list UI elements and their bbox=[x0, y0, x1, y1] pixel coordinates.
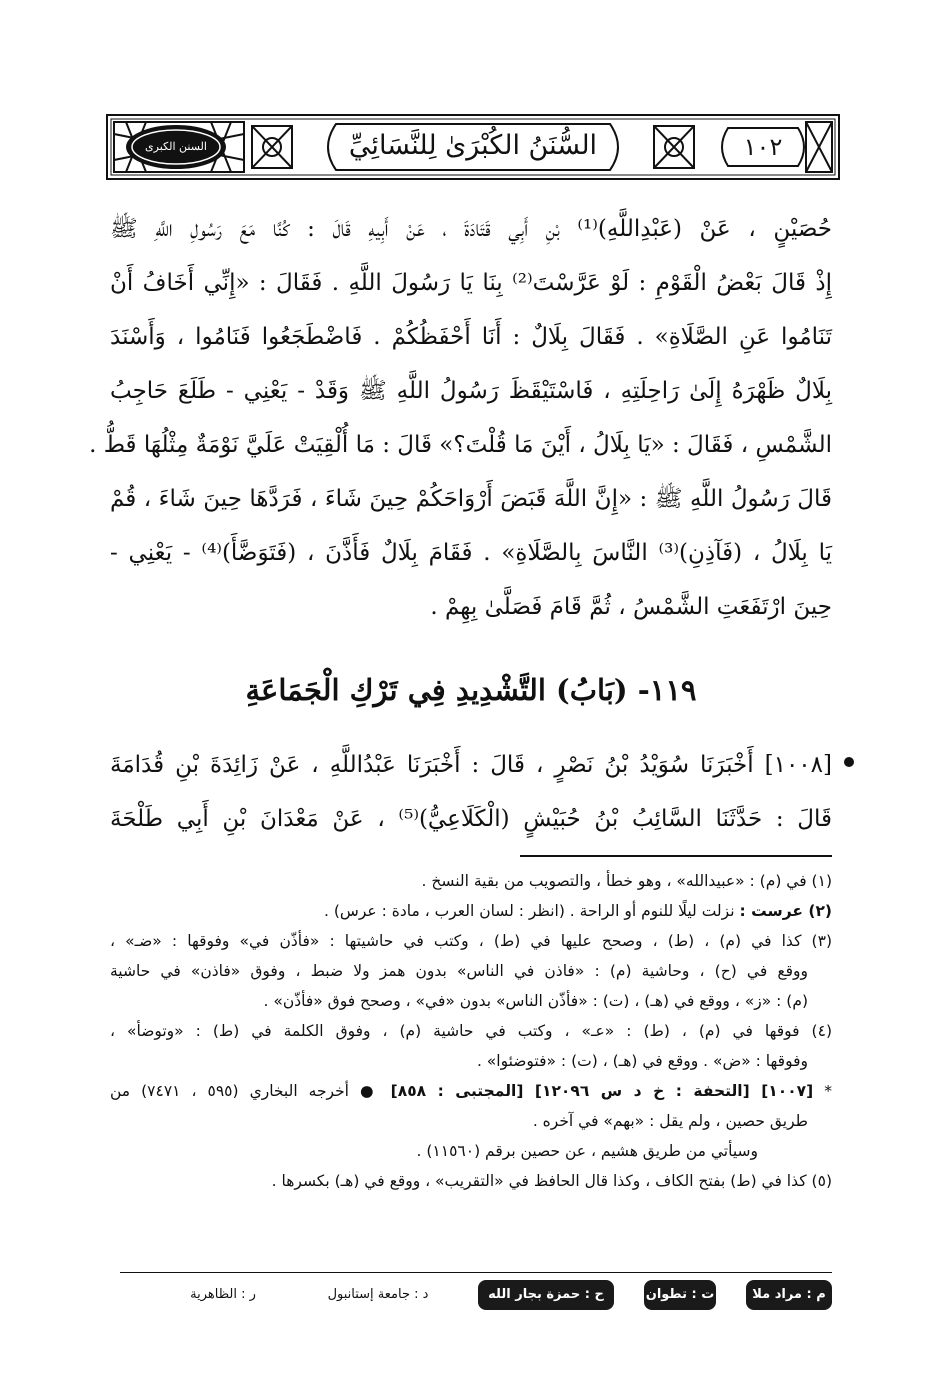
chapter-heading: ١١٩- (بَابُ) التَّشْدِيدِ فِي تَرْكِ الْجَمَاعَةِ bbox=[245, 673, 697, 707]
text-line: تَنَامُوا عَنِ الصَّلَاةِ» . فَقَالَ بِلَالٌ : أَنَا أَحْفَظُكُمْ . فَاضْطَجَعُوا فَنَامُوا ، وَأَسْنَدَ bbox=[110, 324, 832, 350]
footnote-3-line: (م) : «ز» ، ووقع في (هـ) ، (ت) : «فأذّن الناس» بدون «في» ، وصحح فوق «فأذّن» . bbox=[263, 992, 808, 1010]
seal-label: السنن الكبرى bbox=[145, 140, 207, 153]
manuscript-r: ر : الظاهرية bbox=[190, 1287, 256, 1302]
takhrij-line: وسيأتي من طريق هشيم ، عن حصين برقم (١١٥٦٠) . bbox=[416, 1142, 758, 1160]
footnote-3-line: (٣) كذا في (م) ، (ط) ، وصحح عليها في (ط) ، وكتب في حاشيتها : «فأذّن في» وفوقها : «ضـ» ، bbox=[110, 932, 832, 950]
page-header bbox=[106, 114, 840, 180]
takhrij-bullet-icon: ● bbox=[360, 1082, 380, 1100]
page-number: ١٠٢ bbox=[743, 133, 783, 161]
footnote-5: (٥) كذا في (ط) بفتح الكاف ، وكذا قال الحافظ في «التقريب» ، ووقع في (هـ) بكسرها . bbox=[271, 1172, 832, 1190]
bullet-icon bbox=[844, 757, 854, 767]
takhrij-text: أخرجه البخاري (٥٩٥ ، ٧٤٧١) من bbox=[110, 1082, 349, 1100]
asterisk-icon: * bbox=[824, 1082, 832, 1100]
manuscript-d: د : جامعة إستانبول bbox=[327, 1287, 429, 1302]
footnote-2 bbox=[110, 896, 832, 926]
main-text bbox=[89, 202, 832, 634]
footnote-4-line: (٤) فوقها في (م) ، (ط) : «عـ» ، وكتب في حاشية (م) ، وفوق الكلمة في (ط) : «وتوضأ» ، bbox=[110, 1022, 832, 1040]
text-line: حُصَيْنٍ ، عَنْ (عَبْدِاللَّهِ)⁽¹⁾ بْنِ أَبِي قَتَادَةَ ، عَنْ أَبِيهِ قَالَ : كُنَّا مَعَ رَسُولِ اللَّهِ ﷺ bbox=[110, 216, 832, 242]
text-line: الشَّمْسِ ، فَقَالَ : «يَا بِلَالُ ، أَيْنَ مَا قُلْتَ؟» قَالَ : مَا أُلْقِيَتْ عَلَيَّ نَوْمَةٌ مِثْلُهَا قَطُّ . bbox=[89, 432, 832, 458]
text-line: بِلَالٌ ظَهْرَهُ إِلَىٰ رَاحِلَتِهِ ، فَاسْتَيْقَظَ رَسُولُ اللَّهِ ﷺ وَقَدْ - يَعْنِي - طَلَعَ حَاجِبُ bbox=[110, 378, 832, 404]
text-line: [١٠٠٨] أَخْبَرَنَا سُوَيْدُ بْنُ نَصْرٍ ، قَالَ : أَخْبَرَنَا عَبْدُاللَّهِ ، عَنْ زَائِدَةَ بْنِ قُدَامَةَ bbox=[110, 752, 832, 778]
footnote-separator bbox=[520, 855, 832, 857]
hadith-1008 bbox=[110, 738, 832, 846]
text-line: حِينَ ارْتَفَعَتِ الشَّمْسُ ، ثُمَّ قَامَ فَصَلَّىٰ بِهِمْ . bbox=[430, 594, 832, 620]
takhrij-line: طريق حصين ، ولم يقل : «بهم» في آخره . bbox=[532, 1112, 808, 1130]
text-line: قَالَ : حَدَّثَنَا السَّائِبُ بْنُ حُبَيْشٍ (الْكَلَاعِيُّ)⁽⁵⁾ ، عَنْ مَعْدَانَ بْنِ أَبِي طَلْحَةَ bbox=[110, 806, 832, 832]
footnotes bbox=[110, 866, 832, 1196]
running-title: السُّنَنُ الكُبْرَىٰ لِلنَّسَائِيِّ bbox=[348, 130, 598, 161]
text-line: قَالَ رَسُولُ اللَّهِ ﷺ : «إِنَّ اللَّهَ قَبَضَ أَرْوَاحَكُمْ حِينَ شَاءَ ، فَرَدَّهَا حِينَ شَاءَ ، قُمْ bbox=[110, 486, 832, 512]
bottom-separator bbox=[120, 1272, 832, 1273]
manuscript-m: م : مراد ملا bbox=[746, 1280, 832, 1310]
manuscripts-legend bbox=[118, 1280, 832, 1316]
takhrij-references: [١٠٠٧] [التحفة : خ د س ١٢٠٩٦] [المجتبى : ٨٥٨] bbox=[390, 1082, 814, 1100]
manuscript-h: ح : حمزة بجار الله bbox=[478, 1280, 614, 1310]
footnote-2-text: نزلت ليلًا للنوم أو الراحة . (انظر : لسان العرب ، مادة : عرس) . bbox=[324, 902, 735, 920]
footnote-3-line: ووقع في (ح) ، وحاشية (م) : «فاذن في الناس» بدون همز ولا ضبط ، وفوق «فاذن» في حاشية bbox=[110, 962, 808, 980]
footnote-1: (١) في (م) : «عبيدالله» ، وهو خطأ ، والتصويب من بقية النسخ . bbox=[421, 872, 832, 890]
manuscript-t: ت : تطوان bbox=[644, 1280, 716, 1310]
text-line: إِذْ قَالَ بَعْضُ الْقَوْمِ : لَوْ عَرَّسْتَ⁽²⁾ بِنَا يَا رَسُولَ اللَّهِ . فَقَالَ : «إِنِّي أَخَافُ أَنْ bbox=[110, 270, 832, 296]
takhrij-line bbox=[110, 1076, 832, 1106]
footnote-4-line: وفوقها : «ض» . ووقع في (هـ) ، (ت) : «فتوضئوا» . bbox=[476, 1052, 808, 1070]
text-line: يَا بِلَالُ ، (فَآذِنِ)⁽³⁾ النَّاسَ بِالصَّلَاةِ» . فَقَامَ بِلَالٌ فَأَذَّنَ ، (فَتَوَضَّأَ)⁽⁴⁾ - يَعْنِي - bbox=[110, 540, 832, 566]
footnote-2-term: (٢) عرست : bbox=[739, 902, 832, 920]
